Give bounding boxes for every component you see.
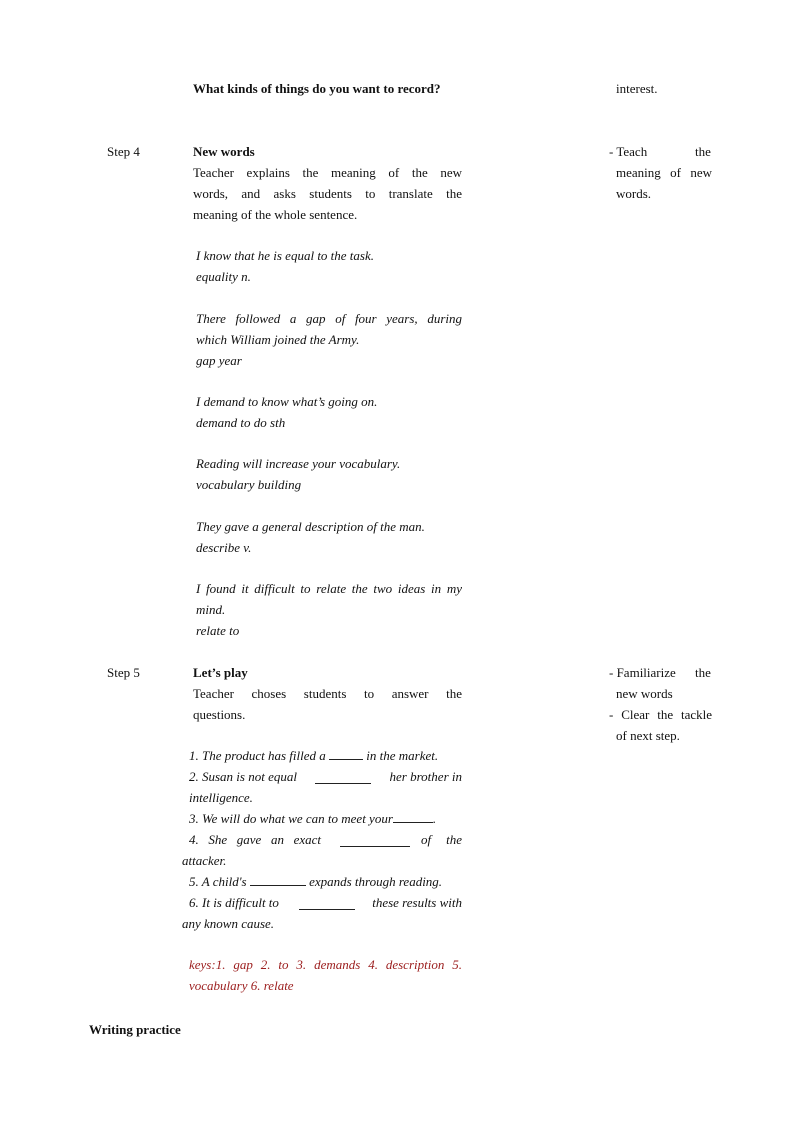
answer-keys-continued: vocabulary 6. relate <box>189 978 294 993</box>
lesson-plan-page: What kinds of things do you want to record? interest. Step 4 New words Teacher explains the meaning of the new words, and asks students to translate the meaning of the whole sentence. I know that he is equal to the task. equality n. There followed a gap of four years, during which William joined the Army. gap year I demand to know what’s going on. demand to do sth Reading will increase your vocabulary. vocabulary building They gave a general description of the man. describe v. I found it difficult to relate the two ideas in my mind. relate to - Teach the meaning of new words. Step 5 Let’s play Teacher choses students to answer the questions. 1. The product has filled a in the market. 2. Susan is not equal her brother in intelligence. 3. We will do what we can to meet your . 4. She gave an exact of the attacker. 5. A child's expands through reading. 6. It is difficult to these results with any known cause. keys:1. gap 2. to 3. demands 4. description 5. vocabulary 6. relate - Familiarize the new words - Clear the tackle of next step. Writing practice <box>0 0 794 1123</box>
writing-practice-heading: Writing practice <box>89 1022 181 1037</box>
step-5-desc-line: Teacher choses students to answer the <box>193 686 462 701</box>
vocabulary-word: equality n. <box>196 269 251 284</box>
step-4-desc-line: meaning of the whole sentence. <box>193 207 358 222</box>
answer-blank <box>315 771 371 784</box>
step-5-title: Let’s play <box>193 665 248 680</box>
step-5-aim: - Clear the tackle <box>609 707 712 722</box>
question-2-continued: intelligence. <box>189 790 253 805</box>
example-sentence: There followed a gap of four years, during <box>196 311 462 326</box>
top-aim-note: interest. <box>616 81 658 96</box>
vocabulary-word: describe v. <box>196 540 252 555</box>
question-1: 1. The product has filled a in the market. <box>189 748 439 763</box>
step-4-title: New words <box>193 144 255 159</box>
question-4-continued: attacker. <box>182 853 227 868</box>
answer-keys: keys:1. gap 2. to 3. demands 4. description 5. <box>189 957 462 972</box>
question-6-continued: any known cause. <box>182 916 275 931</box>
step-5-desc-line: questions. <box>193 707 246 722</box>
vocabulary-word: gap year <box>196 353 242 368</box>
answer-blank <box>393 810 433 823</box>
vocabulary-word: vocabulary building <box>196 477 302 492</box>
question-3: 3. We will do what we can to meet your . <box>189 811 437 826</box>
step-5-aim: - Familiarize <box>609 665 676 680</box>
step-5-aim: of next step. <box>616 728 680 743</box>
step-4-label: Step 4 <box>107 144 140 159</box>
record-question: What kinds of things do you want to record? <box>193 81 441 96</box>
step-4-aim: words. <box>616 186 652 201</box>
answer-blank <box>250 873 306 886</box>
step-4-aim: meaning of new <box>616 165 712 180</box>
step-5-label: Step 5 <box>107 665 140 680</box>
step-4-aim: - Teach <box>609 144 648 159</box>
step-5-aim: the <box>695 665 711 680</box>
vocabulary-word: relate to <box>196 623 240 638</box>
step-4-desc-line: words, and asks students to translate the <box>193 186 462 201</box>
example-sentence: Reading will increase your vocabulary. <box>196 456 401 471</box>
question-5: 5. A child's expands through reading. <box>189 874 443 889</box>
vocabulary-word: demand to do sth <box>196 415 286 430</box>
example-sentence: They gave a general description of the man. <box>196 519 425 534</box>
step-4-desc-line: Teacher explains the meaning of the new <box>193 165 462 180</box>
example-sentence: I know that he is equal to the task. <box>196 248 375 263</box>
example-sentence: which William joined the Army. <box>196 332 360 347</box>
example-sentence: I demand to know what’s going on. <box>196 394 378 409</box>
example-sentence: I found it difficult to relate the two ideas in my <box>196 581 462 596</box>
step-5-aim: new words <box>616 686 673 701</box>
answer-blank <box>299 897 355 910</box>
answer-blank <box>329 747 363 760</box>
step-4-aim: the <box>695 144 711 159</box>
example-sentence: mind. <box>196 602 226 617</box>
answer-blank <box>340 834 410 847</box>
